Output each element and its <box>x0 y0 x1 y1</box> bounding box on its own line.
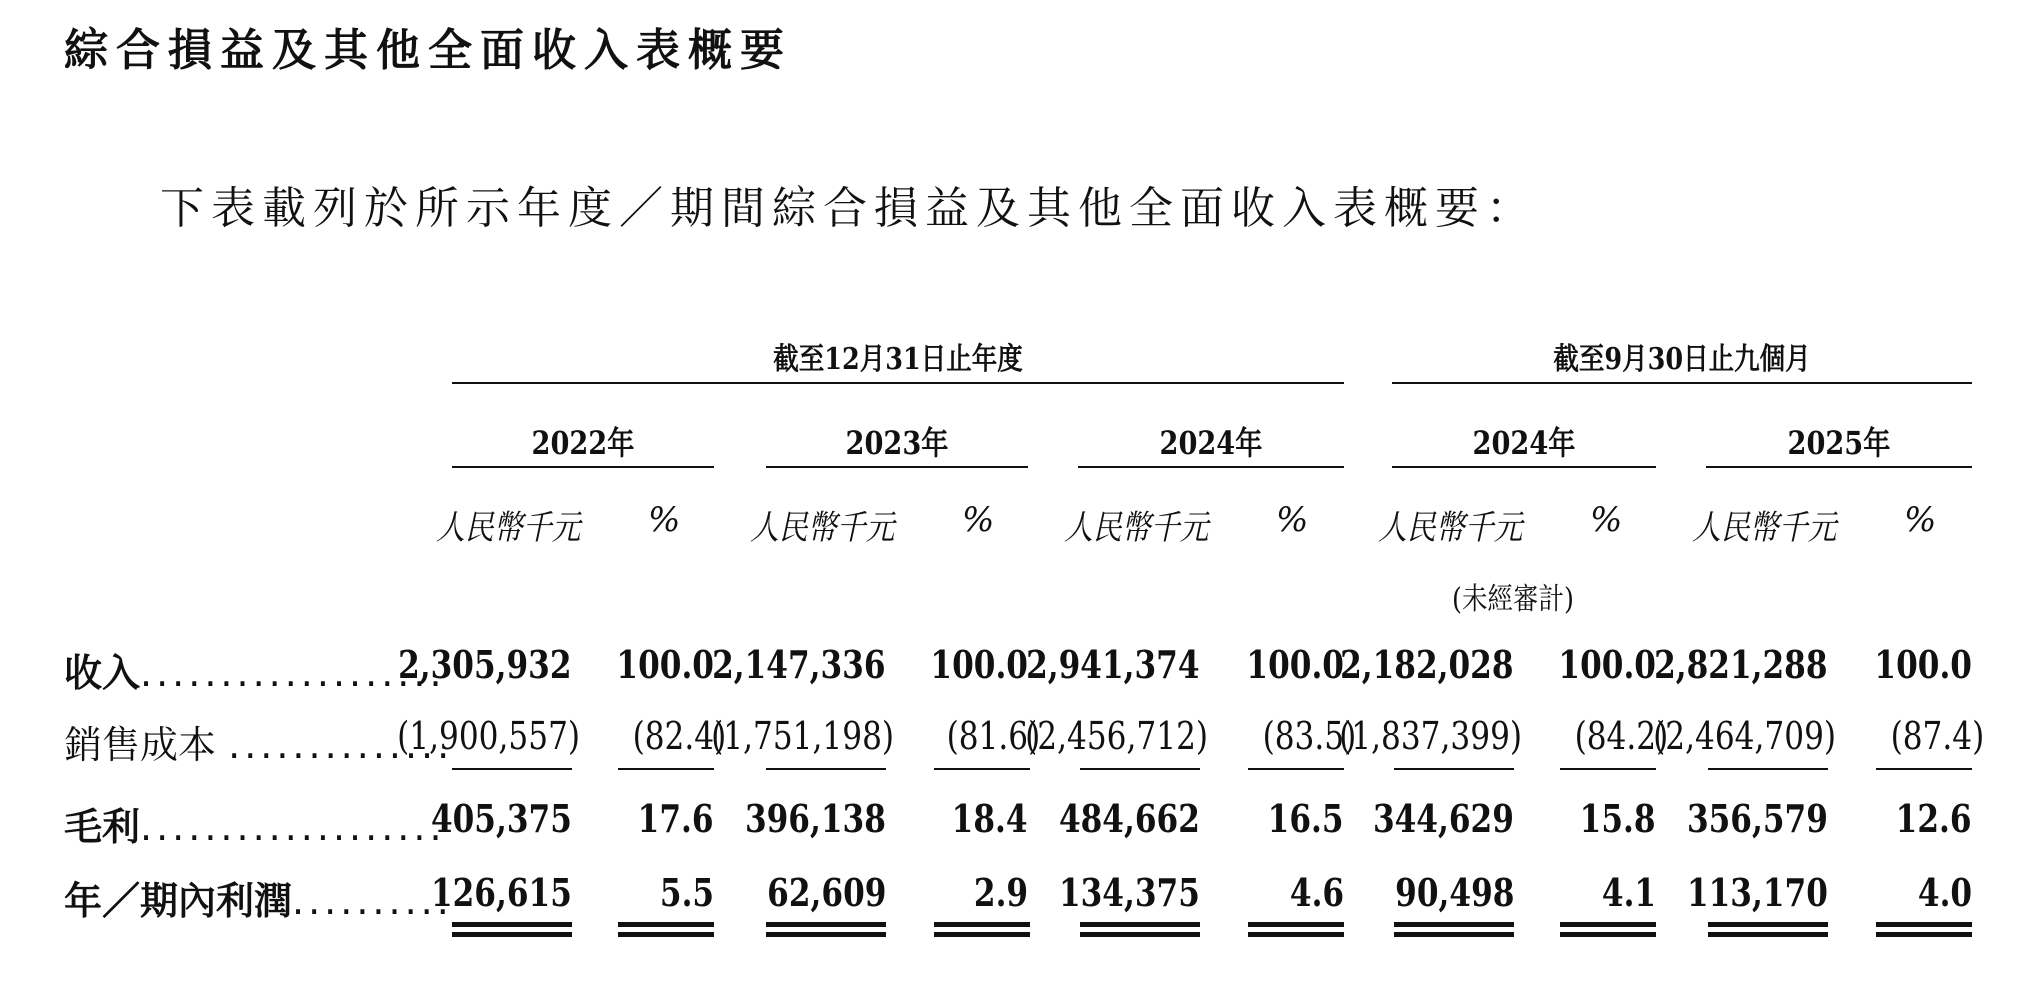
unit-amount-header: 人民幣千元 <box>436 508 581 548</box>
unit-amount-header: 人民幣千元 <box>1378 508 1523 548</box>
cell-amount: 2,182,028 <box>1340 642 1514 687</box>
year-header-2024: 2024年 <box>1159 424 1263 462</box>
year-header-2022: 2022年 <box>531 424 635 462</box>
cell-amount: 2,941,374 <box>1026 642 1200 687</box>
subtotal-rule <box>1876 768 1972 770</box>
cell-pct: (83.5) <box>1262 714 1356 758</box>
cell-amount: 90,498 <box>1394 870 1514 915</box>
total-double-rule <box>1248 922 1344 937</box>
total-double-rule <box>618 922 714 937</box>
section-title: 綜合損益及其他全面收入表概要 <box>64 25 792 76</box>
total-double-rule <box>1876 922 1972 937</box>
group-rule-nine-months <box>1392 382 1972 384</box>
subtotal-rule <box>1080 768 1200 770</box>
year-rule <box>766 466 1028 468</box>
unaudited-note: (未經審計) <box>1452 582 1574 617</box>
subtotal-rule <box>1248 768 1344 770</box>
cell-amount: 396,138 <box>745 796 886 841</box>
unit-pct-header: % <box>1904 500 1937 540</box>
year-rule <box>1392 466 1656 468</box>
year-header-2023: 2023年 <box>845 424 949 462</box>
subtotal-rule <box>618 768 714 770</box>
year-rule <box>1706 466 1972 468</box>
total-double-rule <box>452 922 572 937</box>
subtotal-rule <box>1560 768 1656 770</box>
cell-pct: 12.6 <box>1896 796 1972 841</box>
cell-pct: 4.1 <box>1601 870 1656 915</box>
cell-pct: 4.6 <box>1289 870 1344 915</box>
cell-pct: 18.4 <box>952 796 1028 841</box>
cell-pct: (84.2) <box>1574 714 1668 758</box>
cell-amount: 344,629 <box>1373 796 1514 841</box>
group-rule-fiscal-year <box>452 382 1344 384</box>
total-double-rule <box>1080 922 1200 937</box>
cell-amount: 62,609 <box>766 870 886 915</box>
cell-pct: 2.9 <box>973 870 1028 915</box>
year-header-2025-period: 2025年 <box>1787 424 1891 462</box>
year-rule <box>452 466 714 468</box>
year-header-2024-period: 2024年 <box>1472 424 1576 462</box>
cell-amount: 134,375 <box>1059 870 1200 915</box>
unit-amount-header: 人民幣千元 <box>1064 508 1209 548</box>
cell-amount: (1,900,557) <box>397 714 580 758</box>
cell-amount: (2,464,709) <box>1653 714 1836 758</box>
cell-amount: 2,147,336 <box>712 642 886 687</box>
cell-pct: 15.8 <box>1580 796 1656 841</box>
total-double-rule <box>934 922 1030 937</box>
cell-amount: 113,170 <box>1687 870 1828 915</box>
unit-amount-header: 人民幣千元 <box>1692 508 1837 548</box>
cell-pct: 100.0 <box>1558 642 1656 687</box>
subtotal-rule <box>1394 768 1514 770</box>
subtotal-rule <box>452 768 572 770</box>
cell-pct: (81.6) <box>946 714 1040 758</box>
cell-pct: 4.0 <box>1917 870 1972 915</box>
group-header-fiscal-year: 截至12月31日止年度 <box>773 342 1023 377</box>
total-double-rule <box>1394 922 1514 937</box>
total-double-rule <box>766 922 886 937</box>
subtotal-rule <box>1708 768 1828 770</box>
unit-amount-header: 人民幣千元 <box>750 508 895 548</box>
cell-pct: 17.6 <box>638 796 714 841</box>
cell-amount: 2,305,932 <box>398 642 572 687</box>
unit-pct-header: % <box>1590 500 1623 540</box>
cell-pct: 100.0 <box>1246 642 1344 687</box>
cell-amount: (1,837,399) <box>1339 714 1522 758</box>
row-label-net-profit: 年／期內利潤.......... <box>64 879 453 923</box>
row-label-gross-profit: 毛利................... <box>64 805 446 849</box>
cell-amount: 2,821,288 <box>1654 642 1828 687</box>
subtotal-rule <box>766 768 886 770</box>
year-rule <box>1078 466 1344 468</box>
cell-pct: 100.0 <box>616 642 714 687</box>
cell-amount: 405,375 <box>431 796 572 841</box>
total-double-rule <box>1560 922 1656 937</box>
subtotal-rule <box>934 768 1030 770</box>
cell-amount: 484,662 <box>1059 796 1200 841</box>
cell-amount: 126,615 <box>431 870 572 915</box>
unit-pct-header: % <box>1276 500 1309 540</box>
cell-pct: 100.0 <box>1874 642 1972 687</box>
cell-amount: 356,579 <box>1687 796 1828 841</box>
cell-amount: (2,456,712) <box>1025 714 1208 758</box>
unit-pct-header: % <box>962 500 995 540</box>
cell-pct: (87.4) <box>1890 714 1984 758</box>
cell-pct: 16.5 <box>1268 796 1344 841</box>
total-double-rule <box>1708 922 1828 937</box>
intro-sentence: 下表載列於所示年度／期間綜合損益及其他全面收入表概要： <box>160 183 1537 234</box>
cell-pct: 100.0 <box>930 642 1028 687</box>
row-label-revenue: 收入................... <box>64 651 446 695</box>
cell-pct: (82.4) <box>632 714 726 758</box>
cell-amount: (1,751,198) <box>711 714 894 758</box>
group-header-nine-months: 截至9月30日止九個月 <box>1553 342 1811 377</box>
cell-pct: 5.5 <box>659 870 714 915</box>
row-label-cost-of-sales: 銷售成本 .............. <box>64 723 454 767</box>
unit-pct-header: % <box>648 500 681 540</box>
